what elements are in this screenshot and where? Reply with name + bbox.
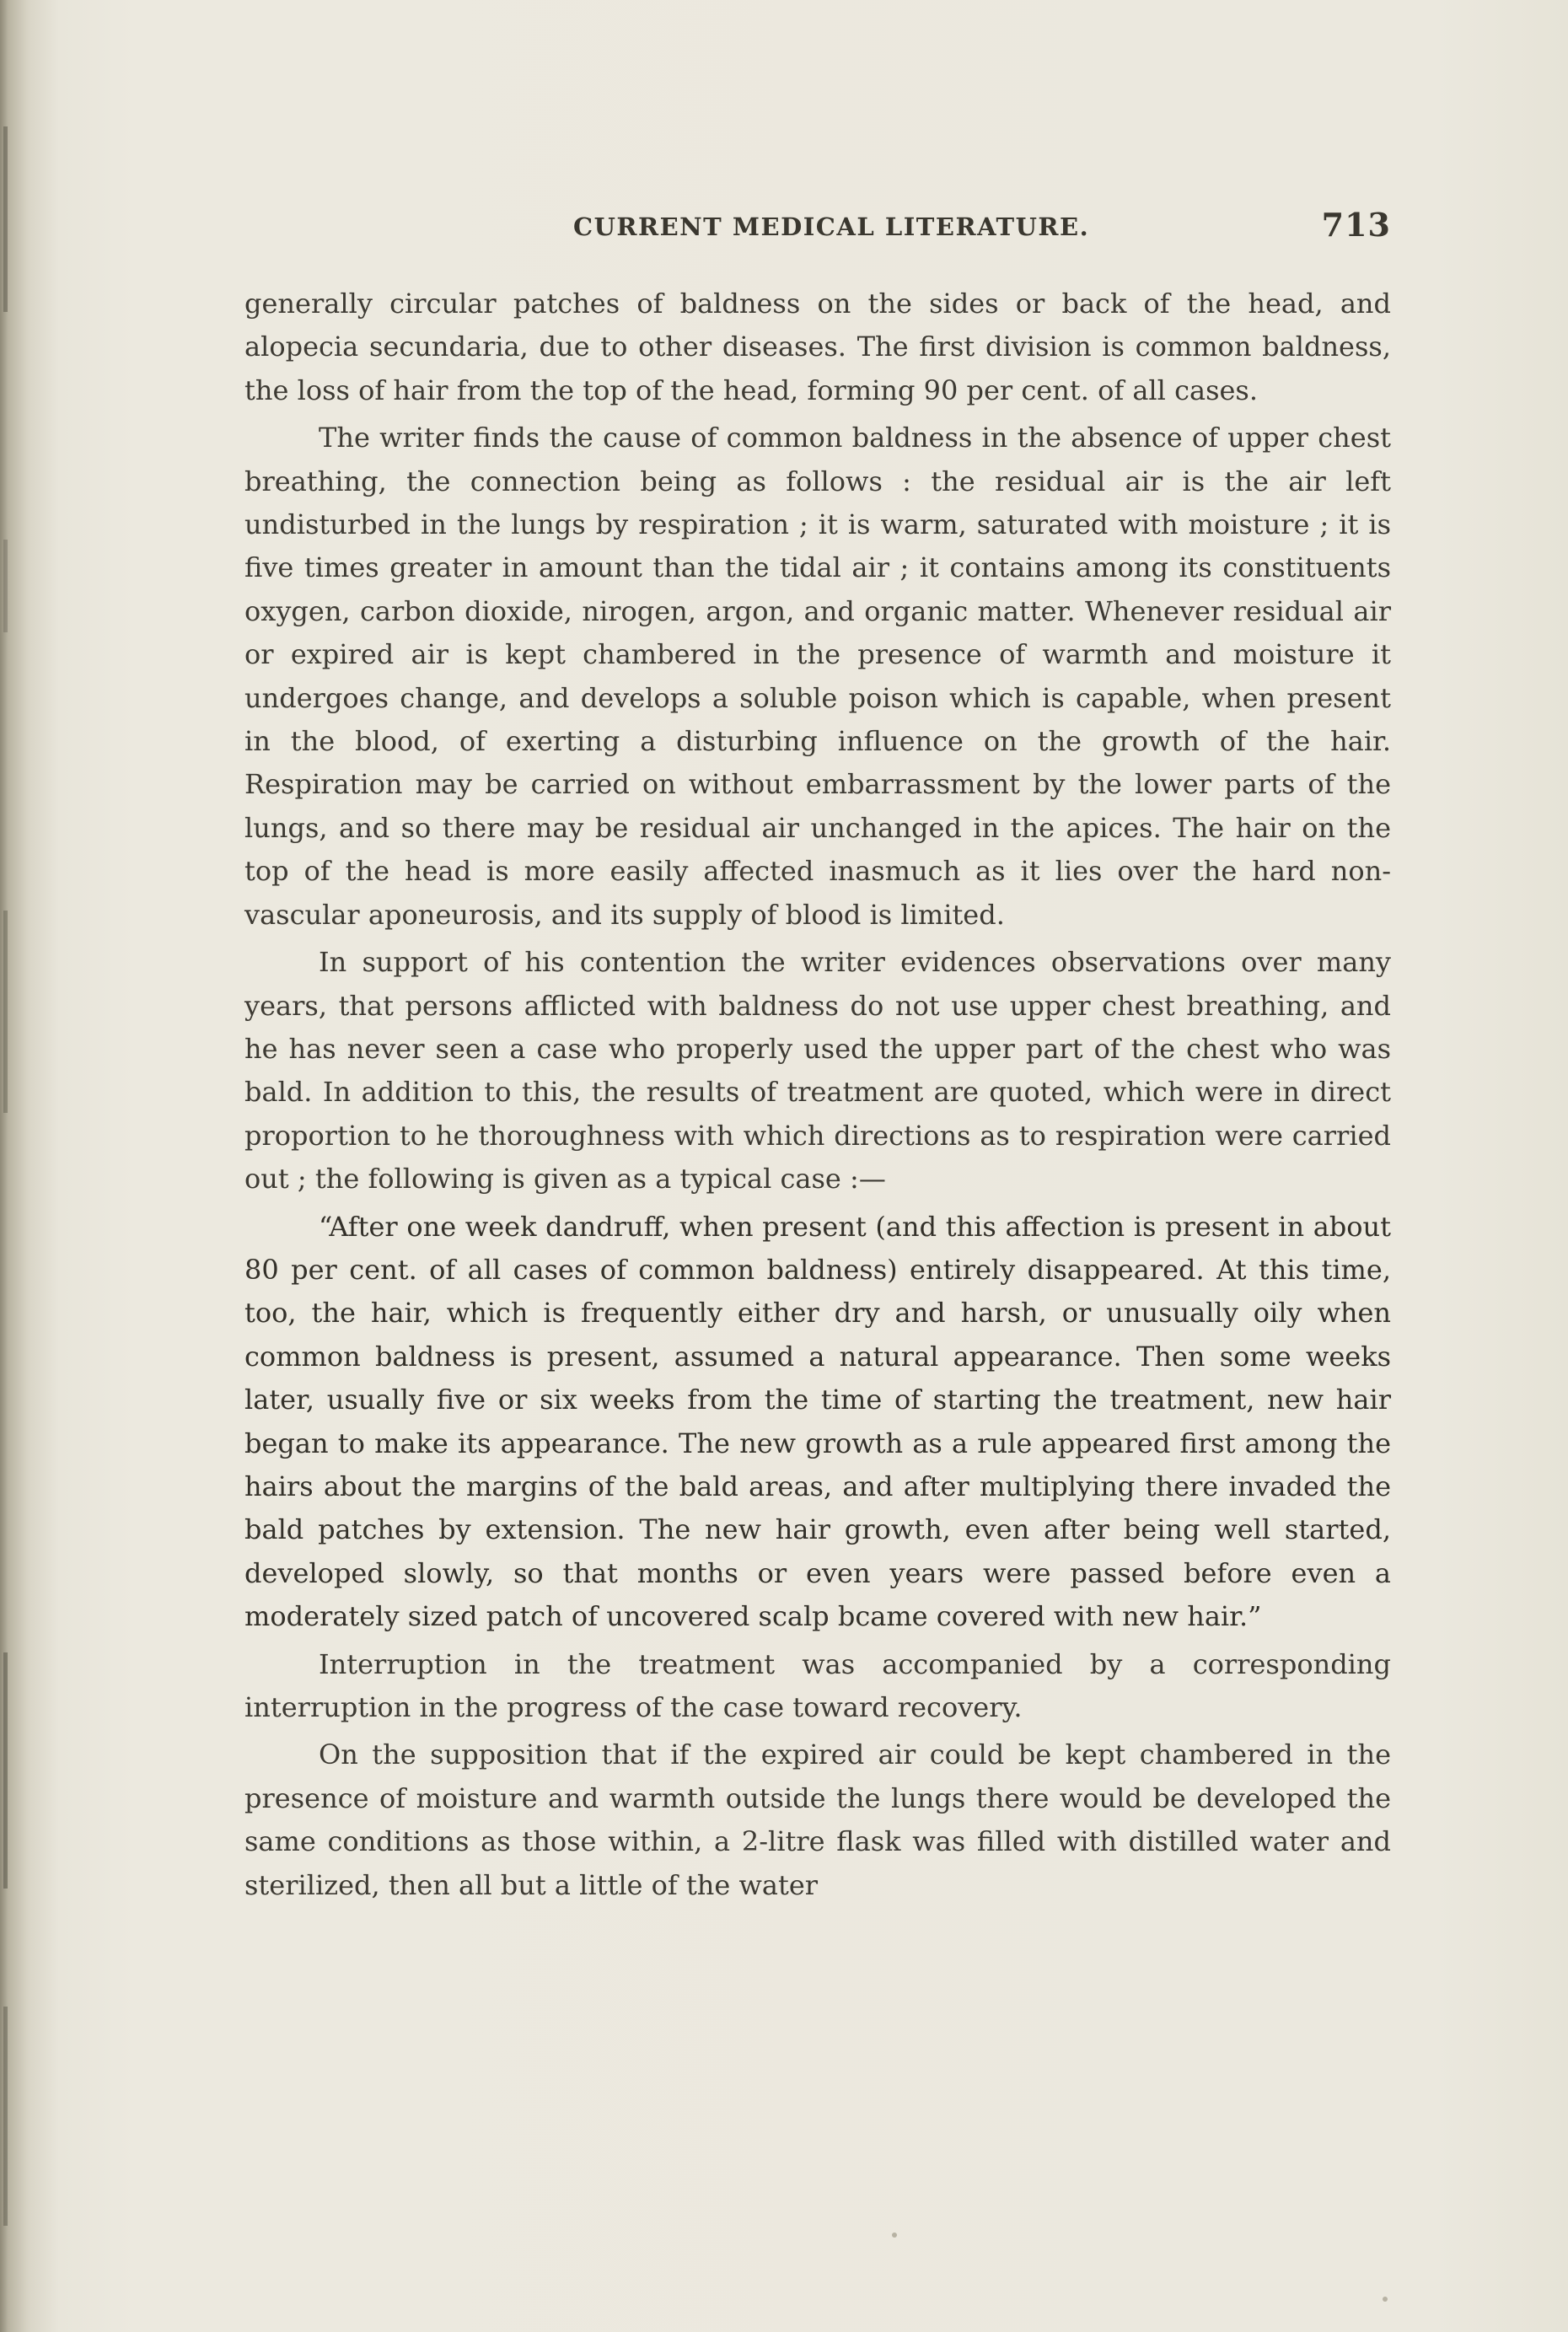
paragraph: The writer finds the cause of common baldness in the absence of upper chest breathing, the connection being as follows : the residual air is the air left undisturbed in the lungs by respiration ; it is warm, saturated with moisture ; it is five times greater in amount than the tidal air ; it contains among its constituents oxygen, carbon dioxide, nirogen, argon, and organic matter. Whenever residual air or expired air is kept chambered in the presence of warmth and moisture it undergoes change, and develops a soluble poison which is capable, when present in the blood, of exerting a disturbing influence on the growth of the hair. Respiration may be carried on without embarrassment by the lower parts of the lungs, and so there may be residual air unchanged in the apices. The hair on the top of the head is more easily affected inasmuch as it lies over the hard non-vascular aponeurosis, and its supply of blood is limited. — [244, 422, 1391, 931]
paragraph: On the supposition that if the expired air could be kept chambered in the presence of moisture and warmth outside the lungs there would be developed the same conditions as those within, a 2-litre flask was filled with distilled water and sterilized, then all but a little of the water — [244, 1738, 1391, 1901]
running-head — [244, 206, 1391, 248]
running-title: CURRENT MEDICAL LITERATURE. — [573, 212, 1090, 241]
binding-edge-mark — [3, 911, 8, 1113]
binding-edge-mark — [3, 1652, 8, 1889]
body-text — [244, 282, 1391, 1911]
quoted-case: “After one week dandruff, when present (and this affection is present in about 80 per cent. of all cases of common baldness) entirely disappeared. At this time, too, the hair, which is frequently either dry and harsh, or unusually oily when common baldness is present, assumed a natural appearance. Then some weeks later, usually five or six weeks from the time of starting the treatment, new hair began to make its appearance. The new growth as a rule appeared first among the hairs about the margins of the bald areas, and after multiplying there invaded the bald patches by extension. The new hair growth, even after being well started, developed slowly, so that months or even years were passed before even a moderately sized patch of uncovered scalp bcame covered with new hair.” — [244, 1210, 1391, 1633]
paragraph-continued: generally circular patches of baldness on the sides or back of the head, and alopecia secundaria, due to other diseases. The first division is common baldness, the loss of hair from the top of the head, forming 90 per cent. of all cases. — [244, 287, 1391, 406]
binding-edge-mark — [3, 540, 8, 632]
page-number: 713 — [1321, 206, 1391, 244]
paragraph: In support of his contention the writer evidences observations over many years, that persons afflicted with baldness do not use upper chest breathing, and he has never seen a case who properly used the upper part of the chest who was bald. In addition to this, the results of treatment are quoted, which were in direct proportion to he thoroughness with which directions as to respiration were carried out ; the following is given as a typical case :— — [244, 946, 1391, 1196]
paragraph: Interruption in the treatment was accompanied by a corresponding interruption in the progress of the case toward recovery. — [244, 1647, 1391, 1723]
binding-edge-mark — [3, 2007, 8, 2226]
paper-speck — [1383, 2297, 1388, 2302]
paper-speck — [892, 2233, 897, 2238]
binding-edge-mark — [3, 126, 8, 312]
